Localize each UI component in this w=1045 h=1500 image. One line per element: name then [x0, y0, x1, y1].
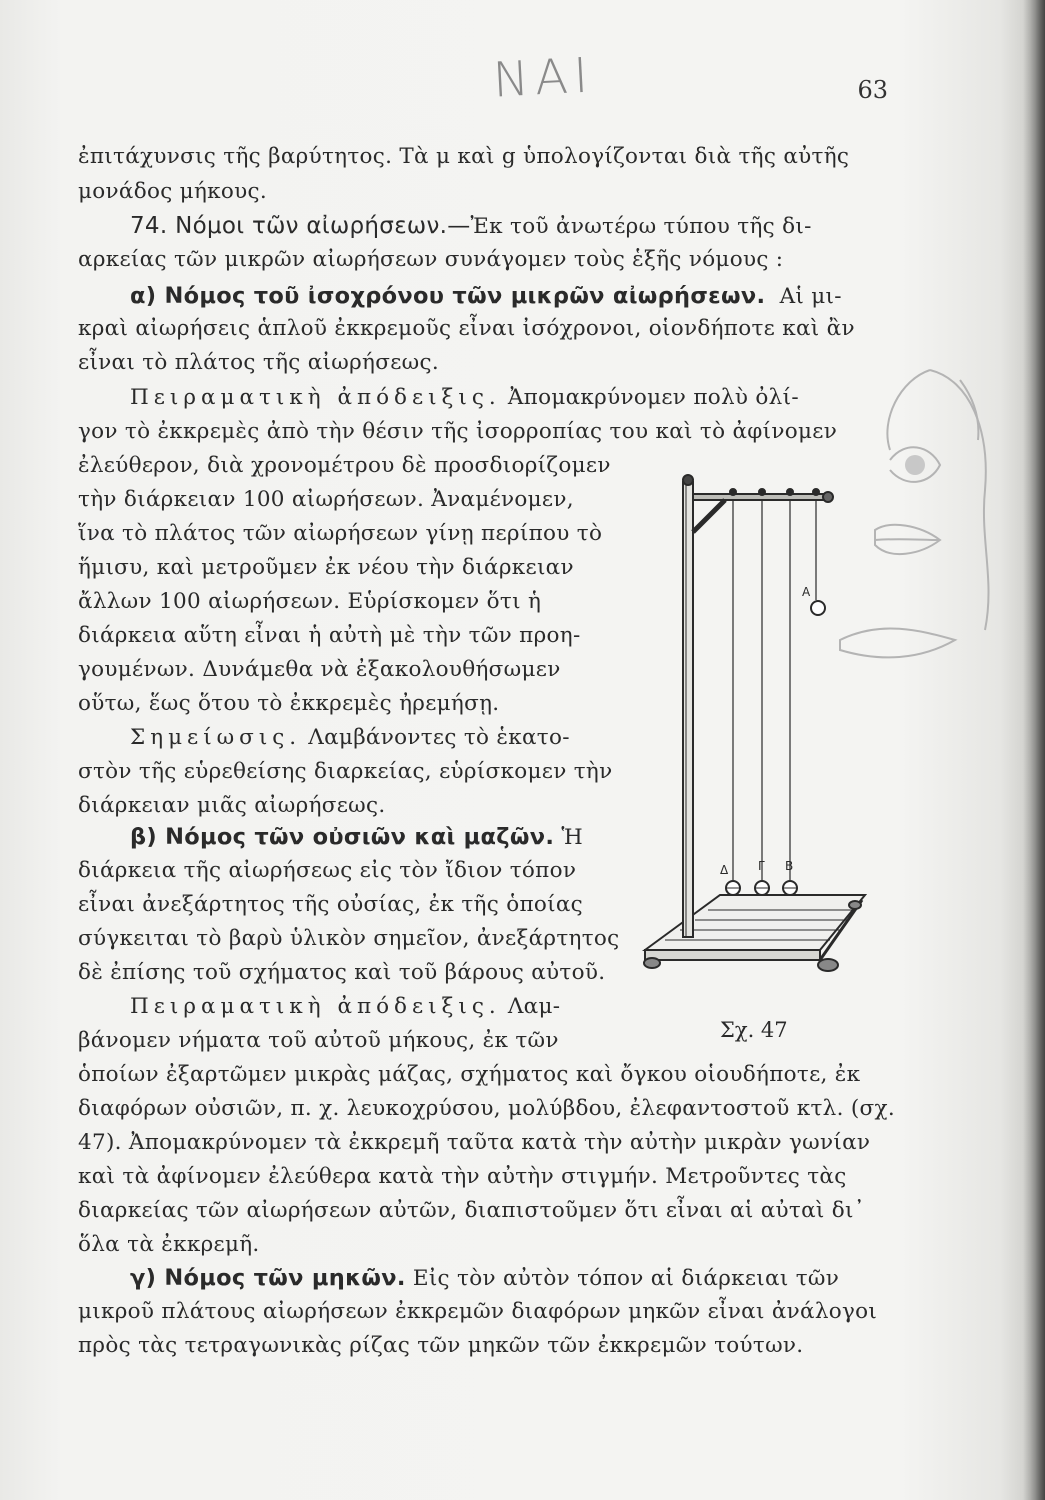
label-d: Δ — [720, 863, 729, 877]
text-line: στὸν τῆς εὑρεθείσης διαρκείας, εὑρίσκομεν τὴν — [78, 759, 613, 784]
text-line: διάρκεια τῆς αἰωρήσεως εἰς τὸν ἴδιον τόπον — [78, 858, 577, 883]
text-line: τὴν διάρκειαν 100 αἰωρήσεων. Ἀναμένομεν, — [78, 487, 574, 512]
section-74-heading: 74. Νόμοι τῶν αἰωρήσεων.— — [130, 213, 471, 239]
note-text: Λαμβάνοντες τὸ ἑκατο- — [308, 725, 570, 750]
text-line: ὅλα τὰ ἐκκρεμῆ. — [78, 1232, 260, 1257]
page-edge-shadow — [1023, 0, 1045, 1500]
text-line: πρὸς τὰς τετραγωνικὰς ρίζας τῶν μηκῶν τῶν ἐκκρεμῶν τούτων. — [78, 1333, 804, 1358]
proof-text-2: Λαμ- — [507, 994, 561, 1019]
text-line: οὕτω, ἕως ὅτου τὸ ἐκκρεμὲς ἠρεμήσῃ. — [78, 691, 500, 716]
text-line: γουμένων. Δυνάμεθα νὰ ἐξακολουθήσωμεν — [78, 657, 561, 682]
text-line: εἶναι τὸ πλάτος τῆς αἰωρήσεως. — [78, 350, 439, 375]
note-heading: Σημείωσις. — [130, 725, 302, 750]
section-74-text: Ἐκ τοῦ ἀνωτέρω τύπου τῆς δι- — [470, 214, 812, 239]
section-74-line — [130, 211, 812, 242]
text-line: δὲ ἐπίσης τοῦ σχήματος καὶ τοῦ βάρους αὐτοῦ. — [78, 960, 606, 985]
text-line: σύγκειται τὸ βαρὺ ὑλικὸν σημεῖον, ἀνεξάρτητος — [78, 926, 620, 951]
law-g-line — [130, 1263, 839, 1294]
law-a-line — [130, 281, 842, 312]
proof-line — [130, 383, 799, 413]
law-b-text: Ἡ — [561, 825, 583, 850]
text-line: αρκείας τῶν μικρῶν αἰωρήσεων συνάγομεν τοὺς ἑξῆς νόμους : — [78, 247, 784, 272]
figure-caption: Σχ. 47 — [720, 1018, 788, 1042]
label-g: Γ — [758, 859, 765, 873]
law-b-line — [130, 822, 583, 853]
text-line: ἐπιτάχυνσις τῆς βαρύτητος. Τὰ μ καὶ g ὑπολογίζονται διὰ τῆς αὐτῆς — [78, 144, 850, 169]
handwritten-mark: ΝΑΙ — [491, 47, 596, 109]
law-g-text: Εἰς τὸν αὐτὸν τόπον αἱ διάρκειαι τῶν — [412, 1266, 840, 1291]
law-g-heading: γ) Νόμος τῶν μηκῶν. — [130, 1265, 406, 1291]
proof-heading-2: Πειραματικὴ ἀπόδειξις. — [130, 994, 501, 1019]
page-number: 63 — [857, 76, 888, 104]
text-line: ἵνα τὸ πλάτος τῶν αἰωρήσεων γίνῃ περίπου τὸ — [78, 521, 603, 546]
text-line: 47). Ἀπομακρύνομεν τὰ ἐκκρεμῆ ταῦτα κατὰ τὴν αὐτὴν μικρὰν γωνίαν — [78, 1130, 871, 1155]
text-line: μικροῦ πλάτους αἰωρήσεων ἐκκρεμῶν διαφόρων μηκῶν εἶναι ἀνάλογοι — [78, 1299, 878, 1324]
proof-text: Ἀπομακρύνομεν πολὺ ὀλί- — [507, 385, 799, 410]
text-line: ἥμισυ, καὶ μετροῦμεν ἐκ νέου τὴν διάρκειαν — [78, 555, 574, 580]
label-b: Β — [785, 859, 794, 873]
text-line: ἄλλων 100 αἰωρήσεων. Εὑρίσκομεν ὅτι ἡ — [78, 589, 542, 614]
label-a: Α — [802, 585, 811, 599]
text-line: ὁποίων ἐξαρτῶμεν μικρὰς μάζας, σχήματος καὶ ὄγκου οἱουδήποτε, ἐκ — [78, 1062, 861, 1087]
note-line — [130, 723, 570, 753]
text-line: γον τὸ ἐκκρεμὲς ἀπὸ τὴν θέσιν τῆς ἰσορροπίας του καὶ τὸ ἀφίνομεν — [78, 419, 838, 444]
proof-heading: Πειραματικὴ ἀπόδειξις. — [130, 385, 501, 410]
text-line: διαρκείας τῶν αἰωρήσεων αὐτῶν, διαπιστοῦμεν ὅτι εἶναι αἱ αὐταὶ δι᾽ — [78, 1198, 865, 1223]
text-line: καὶ τὰ ἀφίνομεν ἐλεύθερα κατὰ τὴν αὐτὴν στιγμήν. Μετροῦντες τὰς — [78, 1164, 847, 1189]
text-line: ἐλεύθερον, διὰ χρονομέτρου δὲ προσδιορίζομεν — [78, 453, 611, 478]
law-a-heading: α) Νόμος τοῦ ἰσοχρόνου τῶν μικρῶν αἰωρήσεων. — [130, 283, 766, 309]
text-line: μονάδος μήκους. — [78, 179, 267, 204]
text-line: κραὶ αἰωρήσεις ἁπλοῦ ἐκκρεμοῦς εἶναι ἰσόχρονοι, οἱονδήποτε καὶ ἂν — [78, 316, 855, 341]
text-line: διαφόρων οὐσιῶν, π. χ. λευκοχρύσου, μολύβδου, ἐλεφαντοστοῦ κτλ. (σχ. — [78, 1096, 895, 1121]
text-line: εἶναι ἀνεξάρτητος τῆς οὐσίας, ἐκ τῆς ὁποίας — [78, 892, 584, 917]
text-line: διάρκεια αὕτη εἶναι ἡ αὐτὴ μὲ τὴν τῶν προη- — [78, 623, 581, 648]
law-b-heading: β) Νόμος τῶν οὐσιῶν καὶ μαζῶν. — [130, 824, 555, 850]
law-a-text: Αἱ μι- — [779, 284, 842, 309]
figure-47-pendulums — [640, 470, 870, 1010]
text-line: βάνομεν νήματα τοῦ αὐτοῦ μήκους, ἐκ τῶν — [78, 1028, 559, 1053]
proof-line-2 — [130, 992, 560, 1022]
text-line: διάρκειαν μιᾶς αἰωρήσεως. — [78, 793, 386, 818]
